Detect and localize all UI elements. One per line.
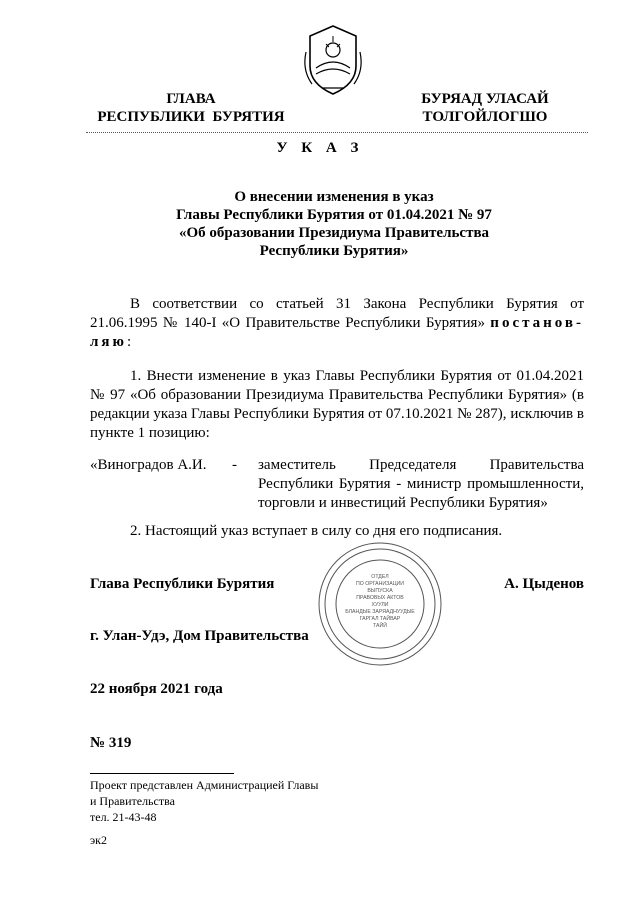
date: 22 ноября 2021 года xyxy=(90,681,223,697)
position-dash: - xyxy=(232,457,237,473)
footnote-line2: и Правительства xyxy=(90,794,175,808)
preamble xyxy=(90,295,584,352)
title-line4: Республики Бурятия» xyxy=(259,243,409,259)
seal-line1: ОТДЕЛ xyxy=(371,574,389,580)
header-right xyxy=(380,90,590,126)
header-right-line2: ТОЛГОЙЛОГШО xyxy=(422,109,548,125)
item-1: 1. Внести изменение в указ Главы Республики Бурятия от 01.04.2021 № 97 «Об образовании Президиума Правительства Республики Бурятия» (в редакции указа Главы Республики Бурятия от 07.10.2021 № 287), исключив в пункте 1 позицию: xyxy=(90,368,584,441)
decree-word: постанов-ляю xyxy=(90,315,585,350)
seal-line7: ГАРГАЛ ТАЙВАР xyxy=(359,616,401,622)
signature-position: Глава Республики Бурятия xyxy=(90,576,275,592)
decree-title xyxy=(140,188,528,260)
title-line1: О внесении изменения в указ xyxy=(234,189,434,205)
doc-type: У К А З xyxy=(276,140,364,156)
header-divider xyxy=(86,132,588,133)
footnote-line1: Проект представлен Администрацией Главы xyxy=(90,778,319,792)
coat-of-arms-emblem xyxy=(302,22,364,98)
footnote-divider xyxy=(90,773,234,774)
official-seal xyxy=(316,540,444,668)
position-role: заместитель Председателя Правительства Республики Бурятия - министр промышленности, торговли и инвестиций Республики Бурятия» xyxy=(258,457,584,511)
header-left xyxy=(86,90,296,126)
decree-number: № 319 xyxy=(90,735,132,751)
place: г. Улан-Удэ, Дом Правительства xyxy=(90,628,309,644)
title-line2: Главы Республики Бурятия от 01.04.2021 № 97 xyxy=(176,207,492,223)
header-left-line1: ГЛАВА xyxy=(166,91,216,107)
position-name: «Виноградов А.И. xyxy=(90,457,207,473)
seal-line3: ВЫПУСКА xyxy=(367,588,393,594)
header-left-line2: РЕСПУБЛИКИ БУРЯТИЯ xyxy=(97,109,285,125)
seal-line2: ПО ОРГАНИЗАЦИИ xyxy=(356,581,404,587)
copy-mark: эк2 xyxy=(90,833,107,847)
footnote xyxy=(90,777,318,825)
footnote-line3: тел. 21-43-48 xyxy=(90,810,157,824)
seal-line4: ПРАВОВЫХ АКТОВ xyxy=(356,595,404,601)
preamble-text: В соответствии со статьей 31 Закона Республики Бурятия от 21.06.1995 № 140-I «О Правительстве Республики Бурятия» xyxy=(90,296,584,331)
title-line3: «Об образовании Президиума Правительства xyxy=(178,225,490,241)
preamble-colon: : xyxy=(127,334,132,350)
seal-line6: БЛАНДЫЕ ЗАРЯАДНУУДЫЕ xyxy=(345,609,415,615)
signature-name: А. Цыденов xyxy=(504,576,584,592)
header-right-line1: БУРЯАД УЛАСАЙ xyxy=(421,91,549,107)
item-2: 2. Настоящий указ вступает в силу со дня его подписания. xyxy=(130,523,503,539)
seal-line5: ХУУЛИ xyxy=(371,602,389,608)
seal-line8: ТАЙЙ xyxy=(373,623,387,629)
